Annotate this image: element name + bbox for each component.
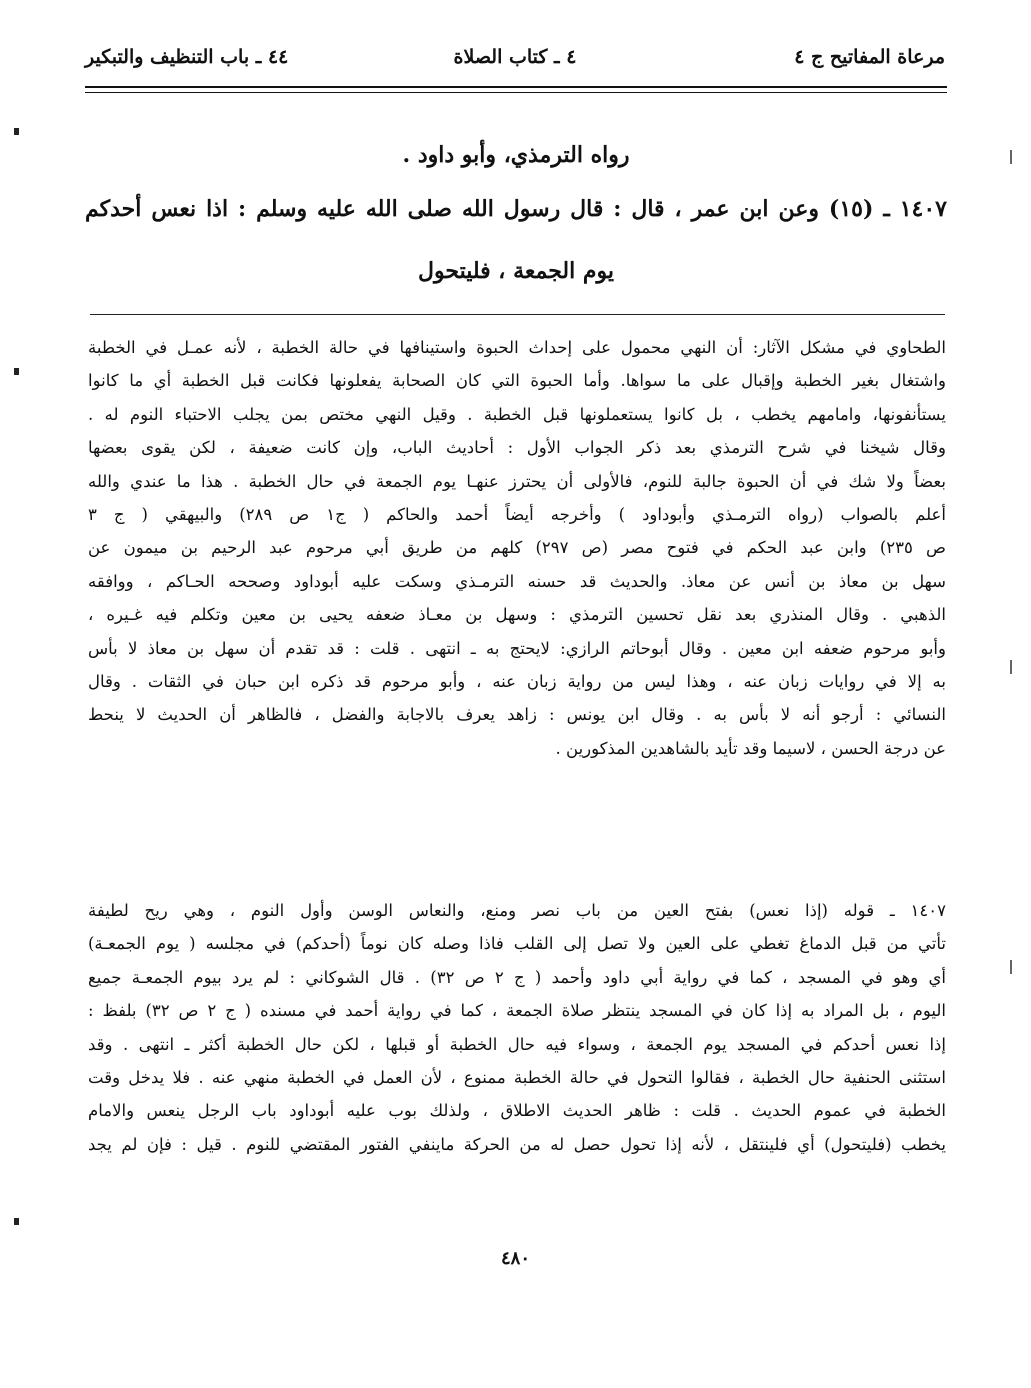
commentary-line: واشتغال بغير الخطبة وإقبال على ما سواها. وأما الحبوة التي كان الصحابة يفعلونها فكانت قبل الخطبة أي ما كانوا	[88, 371, 946, 391]
hadith-line-2: ١٤٠٧ ـ (١٥) وعن ابن عمر ، قال : قال رسول الله صلى الله عليه وسلم : اذا نعس أحدكم	[85, 196, 947, 222]
book-title: مرعاة المفاتيح ج ٤	[794, 46, 945, 68]
commentary-block-1	[88, 331, 946, 765]
commentary-line: استثنى الحنفية حال الخطبة ، فقالوا التحول في حالة الخطبة ممنوع ، لأن العمل في الخطبة منهي عنه . فلا يدخل وقت	[88, 1067, 946, 1087]
commentary-line: النسائي : أرجو أنه لا بأس به . وقال ابن يونس : زاهد يعرف بالاجابة والفضل ، فالظاهر أن الحديث لا ينحط	[88, 705, 946, 725]
commentary-line: عن درجة الحسن ، لاسيما وقد تأيد بالشاهدين المذكورين .	[555, 738, 946, 758]
commentary-line: تأتي من قبل الدماغ تغطي على العين ولا تصل إلى القلب فاذا وصله كان نوماً (أحدكم) في مجلسه ( يوم الجمعـة)	[88, 934, 946, 954]
commentary-line: ص ٢٣٥) وابن عبد الحكم في فتوح مصر (ص ٢٩٧) كلهم من طريق أبي مرحوم عبد الرحيم بن ميمون عن	[88, 538, 946, 558]
hadith-text-line	[85, 196, 947, 222]
commentary-line: به إلا في روايات زبان عنه ، وهذا ليس من رواية زبان عنه ، وأبو مرحوم قد ذكره ابن حبان في الثقات . وقال	[88, 671, 946, 691]
commentary-line: بعضاً ولا شك في أن الحبوة جالبة للنوم، فالأولى أن يحترز عنهـا يوم الجمعة في حال الخطبة . هذا ما عندي والله	[88, 471, 946, 491]
margin-speck	[14, 368, 19, 375]
commentary-line: وقال شيخنا في شرح الترمذي بعد ذكر الجواب الأول : أحاديث الباب، وإن كانت ضعيفة ، لكن يقوى بعضها	[88, 438, 946, 458]
commentary-line: وأبو مرحوم ضعفه ابن معين . وقال أبوحاتم الرازي: لايحتج به ـ انتهى . قلت : قد تقدم أن سهل بن معاذ لا بأس	[88, 638, 946, 658]
book-section: ٤ ـ كتاب الصلاة	[453, 46, 577, 68]
hadith-source-line	[85, 142, 947, 168]
commentary-line: أعلم بالصواب (رواه الترمـذي وأبوداود ) وأخرجه أيضاً أحمد والحاكم ( ج١ ص ٢٨٩) والبيهقي ( ج ٣	[88, 504, 946, 524]
chapter-title: ٤٤ ـ باب التنظيف والتبكير	[85, 46, 289, 68]
commentary-line: الخطبة في عموم الحديث . قلت : ظاهر الحديث الاطلاق ، ولذلك بوب عليه أبوداود باب الرجل ينعس والامام	[88, 1101, 946, 1121]
hadith-line-1: رواه الترمذي، وأبو داود .	[402, 142, 630, 168]
commentary-block-2	[88, 894, 946, 1161]
margin-speck	[14, 128, 19, 135]
hadith-text-end	[85, 258, 947, 284]
commentary-line: الطحاوي في مشكل الآثار: أن النهي محمول على إحداث الحبوة واستينافها في حالة الخطبة ، لأنه عمـل في الخطبة	[88, 338, 946, 357]
commentary-line: اليوم ، بل المراد به إذا كان في المسجد ينتظر صلاة الجمعة ، كما في رواية أحمد في مسنده ( ج ٢ ص ٣٢) بلفظ :	[88, 1001, 946, 1021]
margin-tick	[1010, 150, 1012, 164]
commentary-line: إذا نعس أحدكم في المسجد يوم الجمعة ، وسواء فيه حال الخطبة أو قبلها ، لكن حال الخطبة أكثر ـ انتهى . وقد	[88, 1034, 946, 1054]
commentary-line: سهل بن معاذ بن أنس عن معاذ. والحديث قد حسنه الترمـذي وسكت عليه أبوداود وصححه الحـاكم ، ووافقه	[88, 571, 946, 591]
commentary-line: الذهبي . وقال المنذري بعد نقل تحسين الترمذي : وسهل بن معـاذ ضعفه يحيى بن معين وتكلم فيه غـيره ،	[88, 605, 946, 625]
commentary-line: يستأنفونها، وامامهم يخطب ، بل كانوا يستعملونها قبل الخطبة . وقيل النهي مختص بمن يجلب الاحتباء النوم له .	[88, 404, 946, 424]
margin-tick	[1010, 660, 1012, 674]
hadith-line-3: يوم الجمعة ، فليتحول	[418, 258, 614, 284]
commentary-line: ١٤٠٧ ـ قوله (إذا نعس) بفتح العين من باب نصر ومنع، والنعاس الوسن وأول النوم ، وهي ريح لطيفة	[88, 901, 946, 920]
margin-speck	[14, 1218, 19, 1225]
running-header	[85, 46, 945, 80]
header-divider	[85, 86, 947, 93]
text-commentary-divider	[90, 314, 945, 315]
commentary-line: يخطب (فليتحول) أي فلينتقل ، لأنه إذا تحول حصل له من الحركة ماينفي الفتور المقتضي للنوم . قيل : فإن لم يجد	[88, 1134, 946, 1154]
margin-tick	[1010, 960, 1012, 974]
page-number: ٤٨٠	[500, 1248, 530, 1269]
commentary-line: أي وهو في المسجد ، كما في رواية أبي داود وأحمد ( ج ٢ ص ٣٢) . قال الشوكاني : لم يرد بيوم الجمعـة جميع	[88, 967, 946, 987]
